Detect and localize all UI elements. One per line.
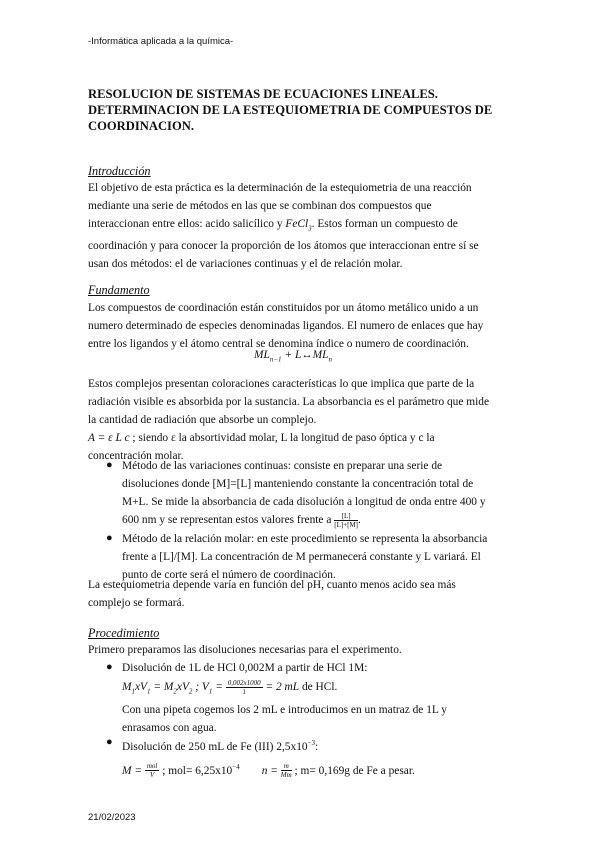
text-line: La estequiometria depende varía en función del pH, cuanto menos acido sea más	[88, 579, 456, 591]
text-line: Los compuestos de coordinación están constituidos por un átomo metálico unido a un	[88, 302, 479, 314]
text-line: El objetivo de esta práctica es la determinación de la estequiometria de una reacción	[88, 182, 472, 194]
text-line: enrasamos con agua.	[122, 722, 217, 735]
text-line: Disolución de 1L de HCl 0,002M a partir de HCl 1M:	[122, 662, 368, 674]
text-line: coordinación y para conocer la proporción de los átomos que interaccionan entre sí se	[88, 240, 479, 253]
text-line: entre los ligandos y el átomo central se denomina índice o numero de coordinación.	[88, 338, 469, 350]
beer-lambert-formula: A = ε L c	[88, 432, 130, 444]
text-line: 600 nm y se representan estos valores frente a $\frac{[L]}{[L]+[M]}$ .	[122, 511, 361, 529]
text-line: disoluciones donde [M]=[L] manteniendo constante la concentración total de	[122, 478, 474, 490]
text-line: punto de corte será el número de coordinación.	[122, 569, 336, 581]
text-line: la cantidad de radiación que absorbe un complejo.	[88, 414, 317, 426]
fundamento-paragraph-3	[88, 576, 528, 612]
fraction-m-over-mm: $\frac{m}{Mm}$	[280, 762, 292, 780]
fundamento-paragraph	[88, 299, 528, 353]
bullet-disolucion-hcl	[122, 659, 522, 737]
procedimiento-intro	[88, 641, 528, 659]
text-line: Primero preparamos las disoluciones necesarias para el experimento.	[88, 644, 402, 656]
formula-fecl3: FeCl$_3$	[285, 218, 312, 233]
text-line: Estos complejos presentan coloraciones características lo que implica que parte de la	[88, 378, 475, 390]
fundamento-paragraph-2	[88, 375, 528, 465]
bullet-dot: ●	[106, 459, 113, 471]
text-line: M+L. Se mide la absorbancia de cada disolución a longitud de onda entre 400 y	[122, 496, 486, 508]
section-heading-fundamento: Fundamento	[88, 283, 150, 297]
bullet-dot: ●	[106, 532, 113, 544]
fraction-dilution: $\frac{0,002x1000}{1}$	[227, 678, 261, 696]
page-header: -Informática aplicada a la química-	[88, 36, 234, 47]
text-line: Disolución de 250 mL de Fe (III) $2,5x10^{-3}$:	[122, 739, 319, 753]
text-line: complejo se formará.	[88, 597, 185, 609]
text-line: concentración molar.	[88, 450, 184, 462]
text-line: usan dos métodos: el de variaciones continuas y el de relación molar.	[88, 258, 403, 271]
dilution-equation: $M_1xV_1 = M_2xV_2$ ; $V_1$ = $\frac{0,002x1000}{1}$ = 2 mL de HCl.	[122, 678, 338, 696]
title-line: DETERMINACION DE LA ESTEQUIOMETRIA DE COMPUESTOS DE	[88, 103, 493, 117]
intro-paragraph	[88, 179, 528, 273]
page-footer-date: 21/02/2023	[88, 812, 136, 823]
text-line: Método de la relación molar: en este procedimiento se representa la absorbancia	[122, 533, 488, 545]
section-heading-introduccion: Introducción	[88, 164, 151, 178]
fraction-l-over-lm: $\frac{[L]}{[L]+[M]}$	[334, 511, 359, 529]
title-line: RESOLUCION DE SISTEMAS DE ECUACIONES LINEALES.	[88, 87, 438, 101]
bullet-dot: ●	[106, 736, 113, 748]
bullet-dot: ●	[106, 661, 113, 673]
molarity-equation: M = $\frac{\text{mol}}{V}$ ; $mol= 6,25x10^{-4}$ n = $\frac{m}{Mm}$ ; m= 0,169g de Fe a pesar.	[122, 762, 415, 780]
text-line: Con una pipeta cogemos los 2 mL e introducimos en un matraz de 1L y	[122, 704, 447, 717]
text-line: mediante una serie de métodos en las que se combinan dos compuestos que	[88, 200, 432, 212]
fraction-mol-over-v: $\frac{\text{mol}}{V}$	[146, 762, 158, 780]
bullet-variaciones-continuas	[122, 457, 522, 529]
text-line: radiación visible es absorbida por la sustancia. La absorbancia es el parámetro que mide	[88, 396, 490, 408]
text-line: frente a [L]/[M]. La concentración de M permanecerá constante y L variará. El	[122, 551, 481, 563]
equilibrium-equation: $ML_{n-1}$ + $L\leftrightarrow ML_n$	[254, 349, 332, 364]
title-line: COORDINACION.	[88, 119, 195, 133]
text-line: Método de las variaciones continuas: consiste en preparar una serie de	[122, 460, 443, 472]
document-title	[88, 86, 528, 134]
section-heading-procedimiento: Procedimiento	[88, 626, 160, 640]
text-line: numero determinado de especies denominadas ligandos. El numero de enlaces que hay	[88, 320, 484, 332]
text-line: A = ε L c ; siendo ε la absortividad molar, L la longitud de paso óptica y c la	[88, 432, 435, 444]
text-line: interaccionan entre ellos: acido salicílico y FeCl$_3$. Estos forman un compuesto de	[88, 218, 458, 233]
bullet-disolucion-fe	[122, 734, 522, 782]
